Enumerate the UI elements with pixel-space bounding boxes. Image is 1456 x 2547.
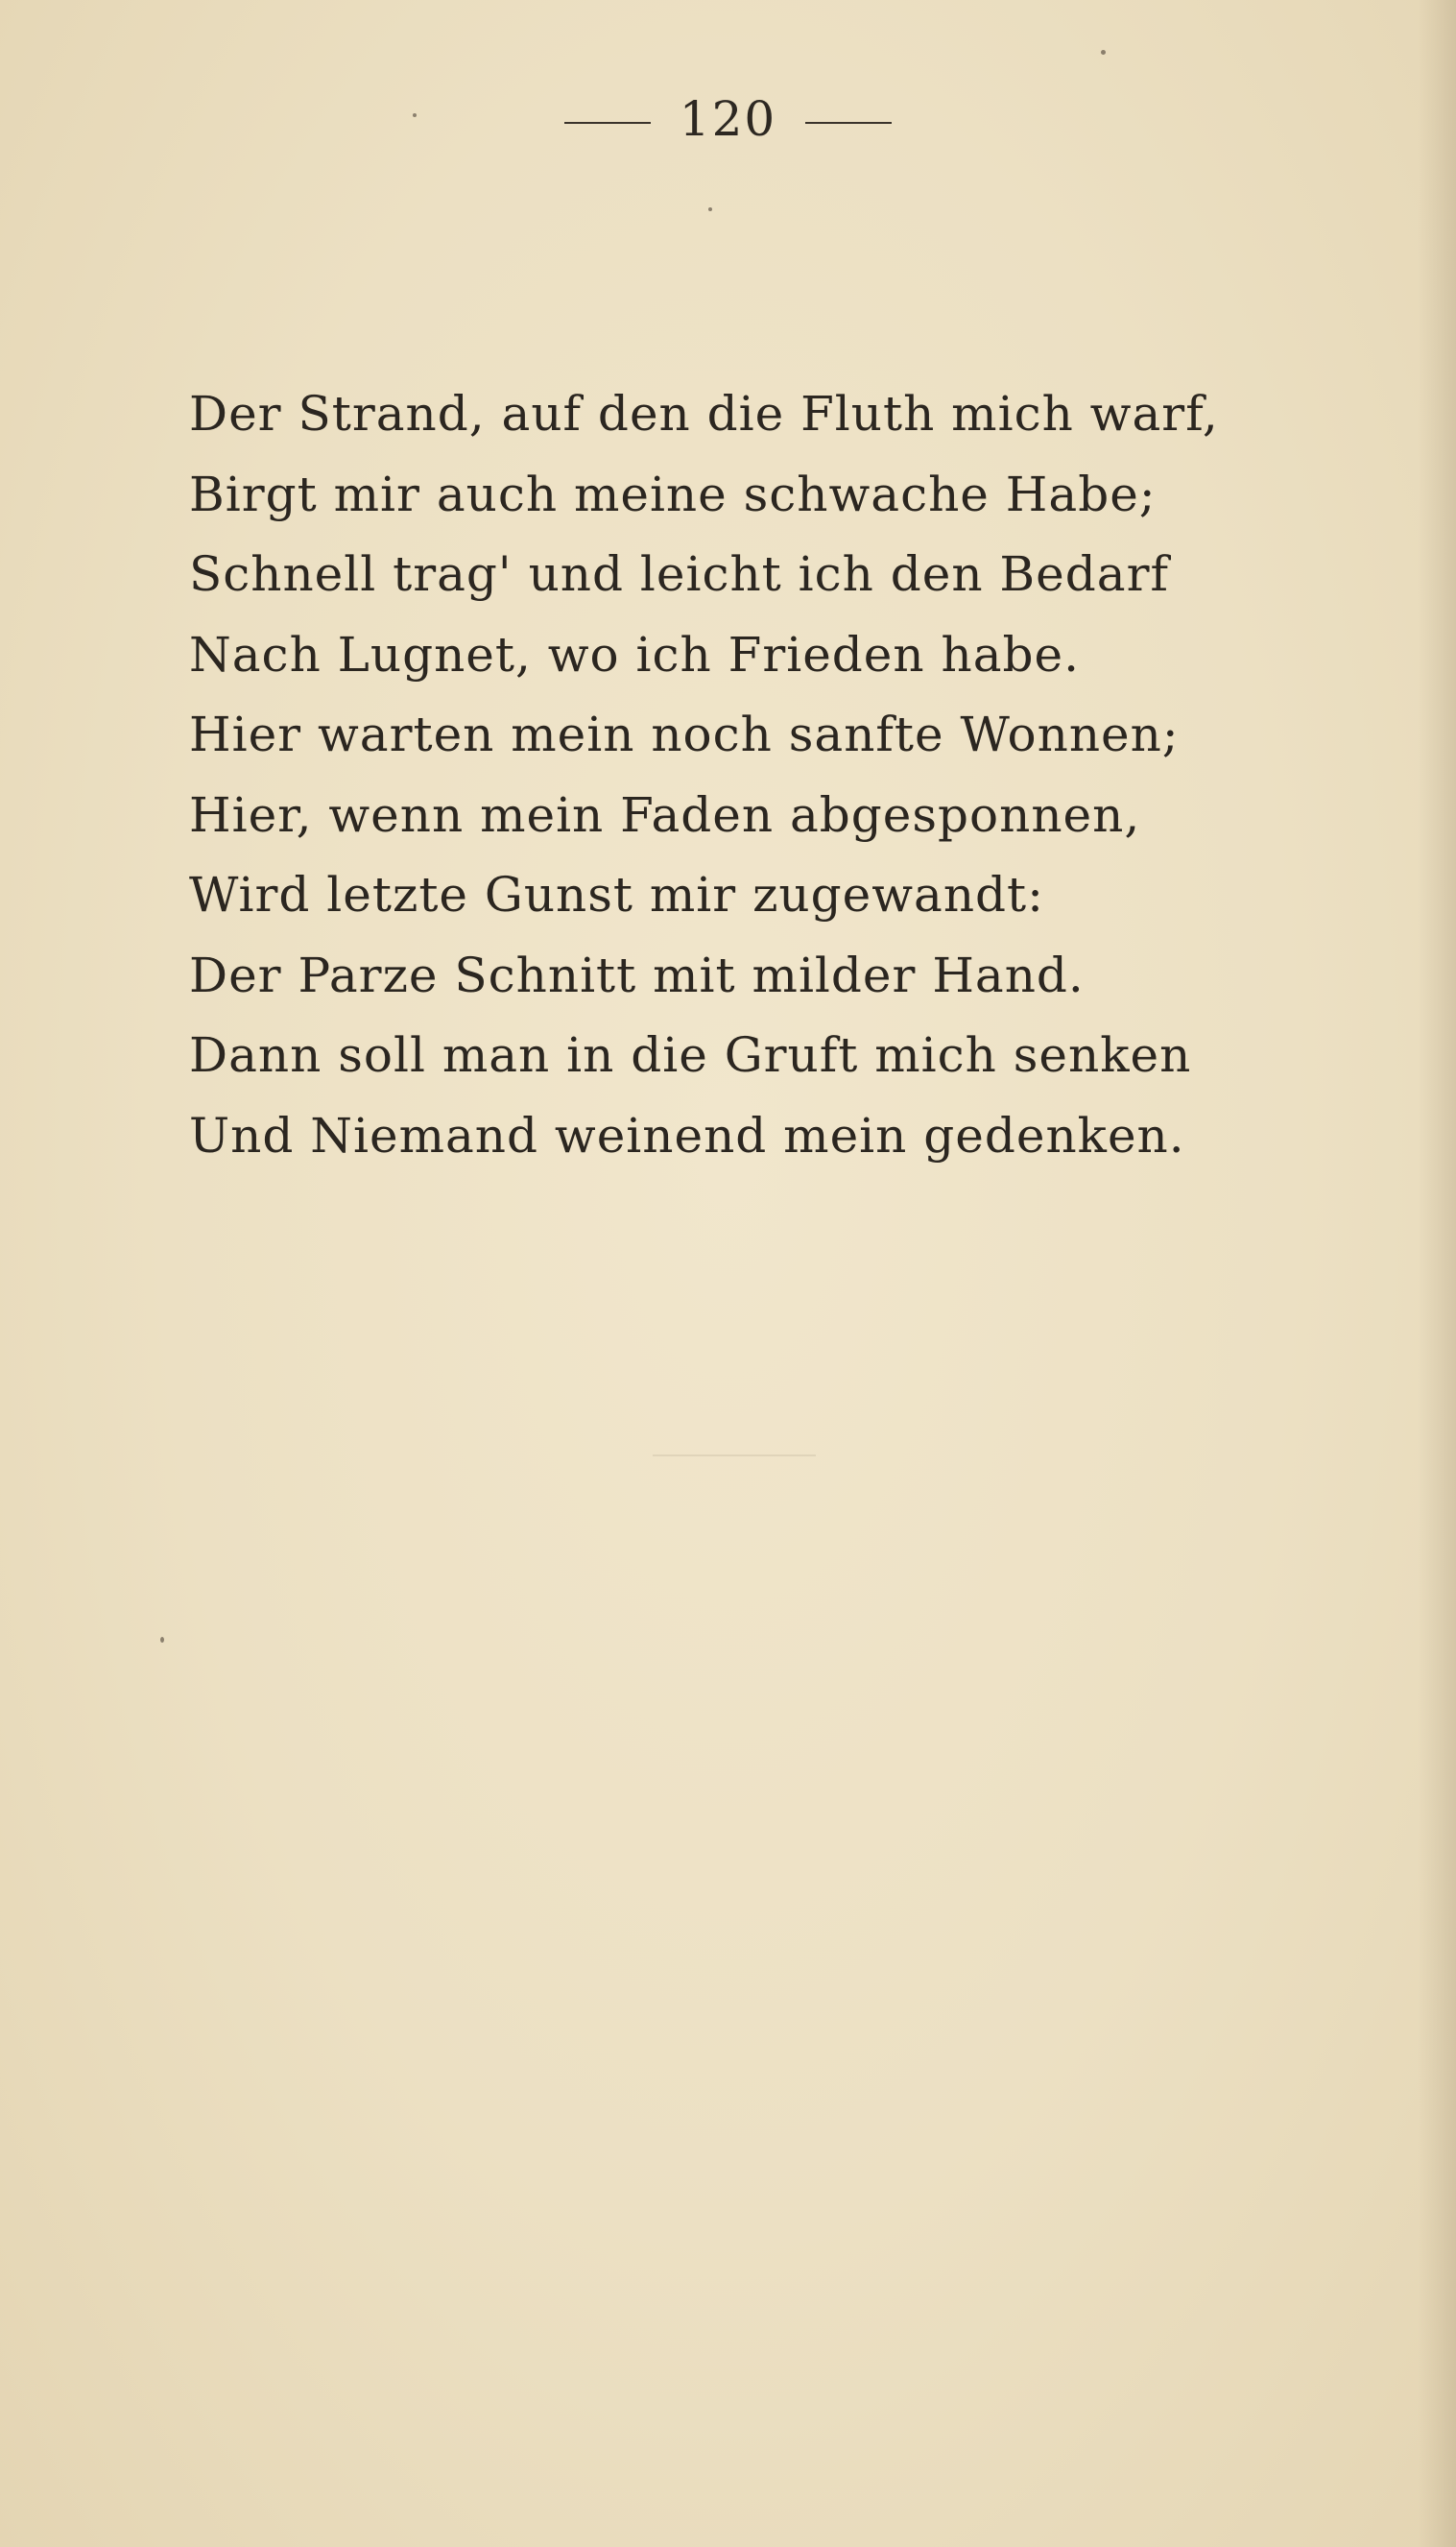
poem-stanza	[189, 374, 1341, 1176]
paper-speck	[708, 207, 712, 211]
page-number: 120	[679, 91, 777, 147]
paper-speck	[413, 113, 417, 117]
poem-line: Wird letzte Gunst mir zugewandt:	[189, 867, 1044, 923]
poem-line: Und Niemand weinend mein gedenken.	[189, 1107, 1185, 1164]
header-dash-right	[805, 122, 892, 124]
poem-line: Der Parze Schnitt mit milder Hand.	[189, 947, 1085, 1003]
poem-line: Birgt mir auch meine schwache Habe;	[189, 466, 1157, 522]
page-edge-shadow	[1418, 0, 1456, 2547]
header-dash-left	[564, 122, 651, 124]
poem-line: Der Strand, auf den die Fluth mich warf,	[189, 386, 1219, 442]
paper-speck	[160, 1637, 164, 1643]
poem-line: Hier, wenn mein Faden abgesponnen,	[189, 786, 1141, 843]
poem-line: Nach Lugnet, wo ich Frieden habe.	[189, 626, 1080, 683]
poem-line: Hier warten mein noch sanfte Wonnen;	[189, 707, 1180, 762]
show-through-rule	[653, 1454, 816, 1456]
paper-speck	[1101, 50, 1106, 55]
page-header	[0, 91, 1456, 147]
poem-line: Schnell trag' und leicht ich den Bedarf	[189, 546, 1169, 602]
poem-line: Dann soll man in die Gruft mich senken	[189, 1027, 1192, 1083]
